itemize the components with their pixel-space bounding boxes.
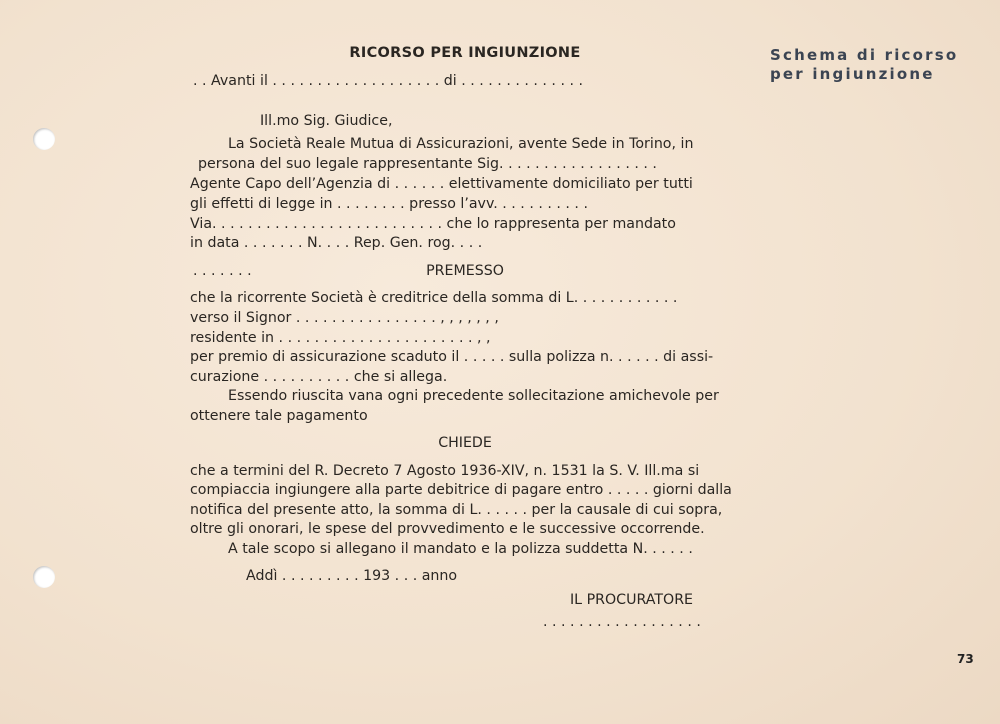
document-title: RICORSO PER INGIUNZIONE (349, 45, 581, 61)
signature-label: IL PROCURATORE (570, 592, 694, 608)
heading-premesso: PREMESSO (426, 263, 504, 279)
binder-hole-bottom (33, 566, 55, 588)
text-line-1: . . Avanti il . . . . . . . . . . . . . . . . . . . di . . . . . . . . . . . . . . (193, 73, 583, 89)
section-title-line2: per ingiunzione (770, 65, 935, 83)
text-line-9: . . . . . . . (193, 263, 252, 279)
text-line-20: oltre gli onorari, le spese del provvedimento e le successive occorrende. (190, 521, 705, 537)
heading-chiede: CHIEDE (438, 435, 492, 451)
text-line-4: persona del suo legale rappresentante Sig. . . . . . . . . . . . . . . . . . (198, 156, 657, 172)
text-line-5: Agente Capo dell’Agenzia di . . . . . . elettivamente domiciliato per tutti (190, 176, 693, 192)
text-line-12: residente in . . . . . . . . . . . . . . . . . . . . . . , , (190, 330, 491, 346)
text-line-21: A tale scopo si allegano il mandato e la polizza suddetta N. . . . . . (228, 541, 693, 557)
text-line-3: La Società Reale Mutua di Assicurazioni, avente Sede in Torino, in (228, 136, 694, 152)
text-line-8: in data . . . . . . . N. . . . Rep. Gen. rog. . . . (190, 235, 483, 251)
page-number: 73 (957, 652, 974, 666)
text-line-22: Addì . . . . . . . . . 193 . . . anno (246, 568, 458, 584)
text-line-14: curazione . . . . . . . . . . che si allega. (190, 369, 448, 385)
text-line-18: compiaccia ingiungere alla parte debitrice di pagare entro . . . . . giorni dalla (190, 482, 732, 498)
text-line-17: che a termini del R. Decreto 7 Agosto 1936-XIV, n. 1531 la S. V. Ill.ma si (190, 463, 700, 479)
text-line-13: per premio di assicurazione scaduto il . . . . . sulla polizza n. . . . . . di assi- (190, 349, 714, 365)
text-line-15: Essendo riuscita vana ogni precedente sollecitazione amichevole per (228, 388, 719, 404)
text-line-10: che la ricorrente Società è creditrice della somma di L. . . . . . . . . . . . (190, 290, 678, 306)
signature-line: . . . . . . . . . . . . . . . . . . (543, 614, 701, 630)
text-line-6: gli effetti di legge in . . . . . . . . presso l’avv. . . . . . . . . . . (190, 196, 588, 212)
binder-hole-top (33, 128, 55, 150)
text-line-11: verso il Signor . . . . . . . . . . . . . . . . , , , , , , , (190, 310, 499, 326)
section-title-line1: Schema di ricorso (770, 46, 959, 64)
section-title (770, 46, 975, 84)
text-line-19: notifica del presente atto, la somma di L. . . . . . per la causale di cui sopra, (190, 502, 723, 518)
text-line-7: Via. . . . . . . . . . . . . . . . . . . . . . . . . . che lo rappresenta per mandato (190, 216, 676, 232)
text-line-16: ottenere tale pagamento (190, 408, 368, 424)
text-line-2: Ill.mo Sig. Giudice, (260, 113, 393, 129)
